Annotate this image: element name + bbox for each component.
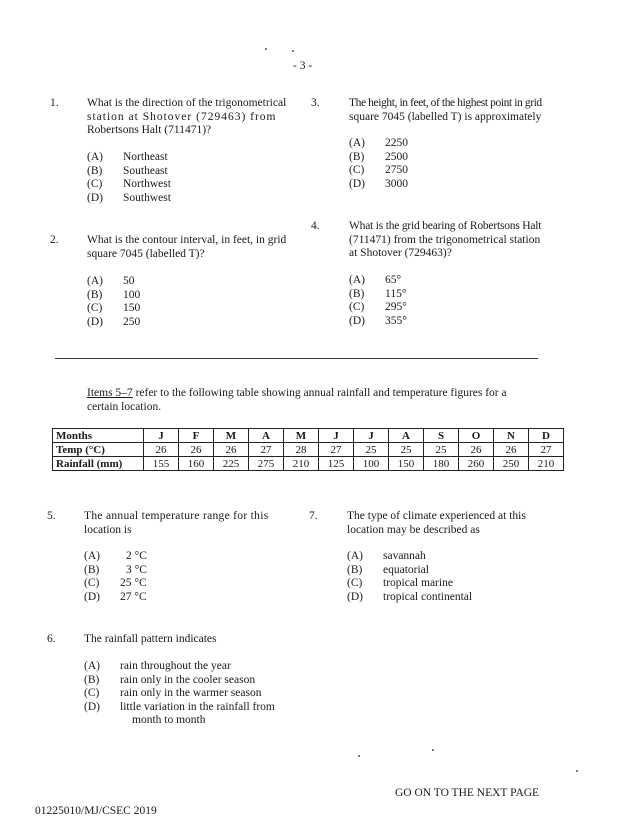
table-month: F — [179, 429, 214, 443]
option-list — [87, 151, 171, 205]
option[interactable]: (C) tropical marine — [347, 577, 453, 589]
table-cell: 25 — [389, 443, 424, 457]
question-number: 3. — [311, 97, 320, 109]
option[interactable]: (D) tropical continental — [347, 590, 473, 603]
question-text: The type of climate experienced at this location may be described as — [347, 510, 526, 536]
option[interactable]: (A) 2250 — [349, 137, 408, 149]
table-row — [53, 443, 564, 457]
question-text: What is the grid bearing of Robertsons Halt (711471) from the trigonometrical station at Shotover (729463)? — [349, 220, 542, 259]
scan-speck — [292, 50, 294, 52]
table-month: A — [389, 429, 424, 443]
question-number: 4. — [311, 220, 320, 232]
option[interactable]: (C) 295° — [349, 301, 407, 313]
option[interactable]: (A) savannah — [347, 550, 426, 562]
option-list — [347, 550, 472, 604]
table-header-label: Months — [53, 429, 144, 443]
question-text: What is the contour interval, in feet, in grid square 7045 (labelled T)? — [87, 234, 287, 260]
table-month: S — [424, 429, 459, 443]
table-cell: 26 — [144, 443, 179, 457]
page-number: - 3 - — [293, 60, 313, 72]
table-cell: 25 — [424, 443, 459, 457]
question-number: 5. — [47, 510, 56, 522]
option[interactable]: (C) 25 °C — [84, 577, 147, 589]
option[interactable]: (B) 100 — [87, 288, 141, 301]
scan-speck — [358, 755, 360, 757]
table-month: M — [284, 429, 319, 443]
table-cell: 26 — [179, 443, 214, 457]
question-number: 1. — [50, 97, 59, 109]
climate-table — [52, 428, 564, 471]
table-cell: 27 — [319, 443, 354, 457]
items-intro: Items 5–7 refer to the following table showing annual rainfall and temperature figures for a certain location. — [87, 387, 507, 413]
question-number: 7. — [309, 510, 318, 522]
question-text: What is the direction of the trigonometrical station at Shotover (729463) from Robertsons Halt (711471)? — [87, 97, 287, 136]
question-text: The annual temperature range for this location is — [84, 510, 269, 536]
scan-speck — [576, 770, 578, 772]
table-cell: 125 — [319, 457, 354, 471]
option[interactable]: (D) little variation in the rainfall from — [84, 700, 275, 713]
option-list — [84, 660, 275, 728]
table-cell: 275 — [249, 457, 284, 471]
table-cell: 26 — [459, 443, 494, 457]
option[interactable]: (D) 355° — [349, 314, 407, 327]
table-row — [53, 457, 564, 471]
table-month: O — [459, 429, 494, 443]
option[interactable]: (A) 2 °C — [84, 550, 147, 562]
table-cell: 26 — [494, 443, 529, 457]
row-label: Temp (°C) — [53, 443, 144, 457]
table-cell: 27 — [249, 443, 284, 457]
question-number: 2. — [50, 234, 59, 246]
paper-code: 01225010/MJ/CSEC 2019 — [35, 805, 157, 817]
table-month: N — [494, 429, 529, 443]
table-cell: 250 — [494, 457, 529, 471]
next-page-note: GO ON TO THE NEXT PAGE — [395, 787, 540, 799]
option[interactable]: (D) 27 °C — [84, 590, 147, 603]
table-cell: 180 — [424, 457, 459, 471]
option[interactable]: (A) 50 — [87, 275, 135, 287]
table-cell: 210 — [284, 457, 319, 471]
option[interactable]: (B) 3 °C — [84, 563, 147, 576]
option[interactable]: (C) 150 — [87, 302, 141, 314]
option[interactable]: (D) Southwest — [87, 191, 171, 204]
table-cell: 28 — [284, 443, 319, 457]
scan-speck — [265, 48, 267, 50]
table-month: J — [144, 429, 179, 443]
option[interactable]: (C) rain only in the warmer season — [84, 687, 262, 699]
option[interactable]: (A) rain throughout the year — [84, 660, 231, 672]
table-cell: 150 — [389, 457, 424, 471]
option[interactable]: (C) 2750 — [349, 164, 408, 176]
table-cell: 160 — [179, 457, 214, 471]
table-month: A — [249, 429, 284, 443]
table-month: J — [354, 429, 389, 443]
table-month: J — [319, 429, 354, 443]
option[interactable]: (B) equatorial — [347, 563, 429, 576]
scan-speck — [432, 749, 434, 751]
option[interactable]: (B) 2500 — [349, 150, 408, 163]
table-cell: 210 — [529, 457, 564, 471]
table-cell: 26 — [214, 443, 249, 457]
question-text: The height, in feet, of the highest point in grid square 7045 (labelled T) is approximately — [349, 97, 542, 123]
table-cell: 27 — [529, 443, 564, 457]
option-list — [87, 275, 140, 329]
option-list — [349, 274, 407, 328]
table-cell: 260 — [459, 457, 494, 471]
table-month: M — [214, 429, 249, 443]
option[interactable]: (B) rain only in the cooler season — [84, 673, 256, 686]
option[interactable]: (A) 65° — [349, 274, 402, 286]
option[interactable]: (A) Northeast — [87, 151, 168, 163]
option[interactable]: (D) 250 — [87, 315, 141, 328]
option[interactable]: (D) 3000 — [349, 177, 408, 190]
section-divider — [55, 358, 538, 359]
table-cell: 25 — [354, 443, 389, 457]
option-list — [84, 550, 147, 604]
table-cell: 155 — [144, 457, 179, 471]
items-ref: Items 5–7 — [87, 387, 133, 399]
table-cell: 225 — [214, 457, 249, 471]
option[interactable]: (B) Southeast — [87, 164, 168, 177]
question-number: 6. — [47, 633, 56, 645]
row-label: Rainfall (mm) — [53, 457, 144, 471]
question-text: The rainfall pattern indicates — [84, 633, 217, 645]
option-continuation: month to month — [132, 714, 206, 726]
option[interactable]: (B) 115° — [349, 287, 407, 300]
option[interactable]: (C) Northwest — [87, 178, 171, 190]
table-row — [53, 429, 564, 443]
table-cell: 100 — [354, 457, 389, 471]
option-list — [349, 137, 408, 191]
table-month: D — [529, 429, 564, 443]
